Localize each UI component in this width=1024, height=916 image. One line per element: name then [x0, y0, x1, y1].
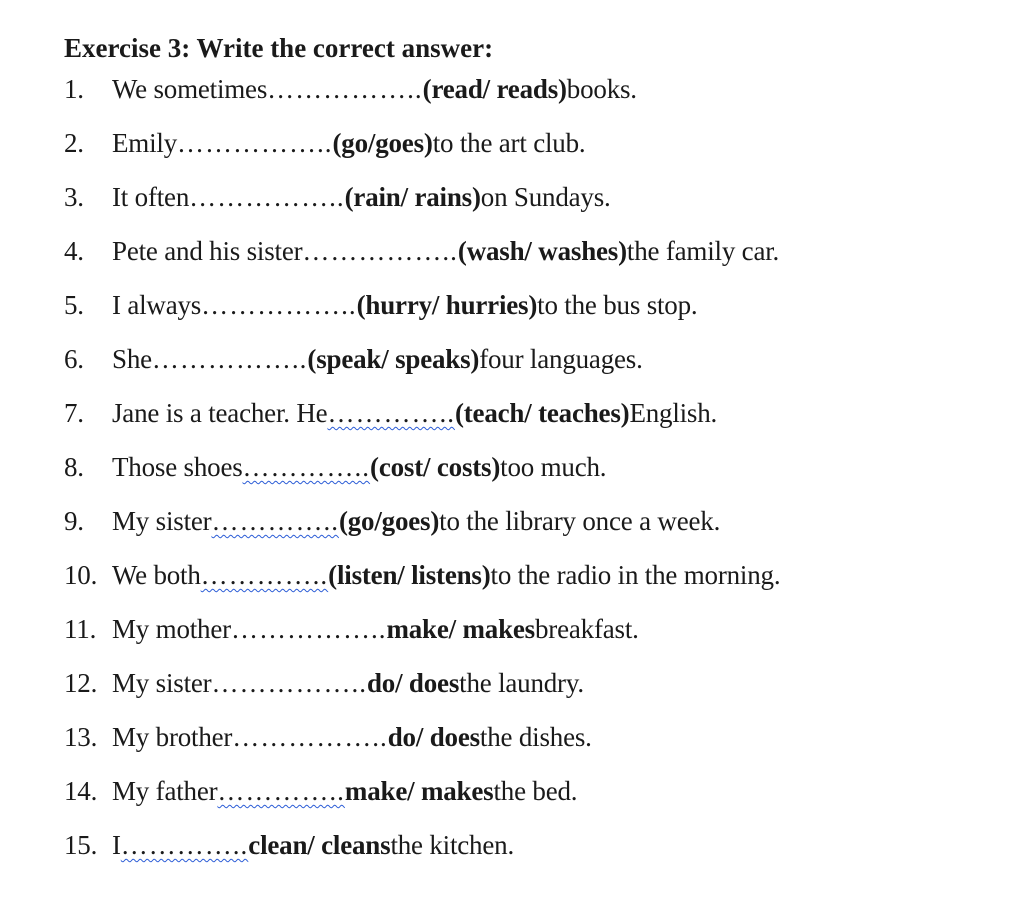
item-text-after: to the bus stop.: [537, 290, 698, 320]
verb-choice: clean/ cleans: [248, 830, 391, 860]
item-text-after: the family car.: [626, 236, 780, 266]
exercise-item: [64, 128, 1004, 182]
item-text-before: Jane is a teacher. He: [112, 398, 328, 428]
exercise-item: [64, 74, 1004, 128]
answer-blank: …………..: [242, 452, 371, 482]
item-number: 15.: [64, 830, 98, 860]
item-number: 14.: [64, 776, 98, 806]
item-number: 12.: [64, 668, 98, 698]
exercise-item: [64, 182, 1004, 236]
item-number: 9.: [64, 506, 84, 536]
exercise-item: [64, 830, 1004, 884]
answer-blank: ……………..: [201, 290, 357, 320]
item-text-after: books.: [566, 74, 637, 104]
answer-blank: ……………..: [302, 236, 458, 266]
exercise-item: [64, 560, 1004, 614]
worksheet-page: [64, 24, 1004, 884]
item-number: 11.: [64, 614, 97, 644]
verb-choice: (go/goes): [338, 506, 440, 536]
item-text-after: breakfast.: [534, 614, 639, 644]
item-text-before: My father: [112, 776, 218, 806]
item-text-after: four languages.: [479, 344, 643, 374]
verb-choice: (cost/ costs): [370, 452, 501, 482]
item-text-before: My mother: [112, 614, 231, 644]
verb-choice: (hurry/ hurries): [356, 290, 538, 320]
verb-choice: do/ does: [387, 722, 480, 752]
answer-blank: …………..: [200, 560, 329, 590]
item-text-after: to the art club.: [432, 128, 586, 158]
item-text-before: I: [112, 830, 121, 860]
verb-choice: make/ makes: [386, 614, 535, 644]
item-text-before: My sister: [112, 668, 212, 698]
item-text-after: to the radio in the morning.: [490, 560, 781, 590]
answer-blank: ……………..: [177, 128, 333, 158]
verb-choice: (teach/ teaches): [454, 398, 630, 428]
verb-choice: (listen/ listens): [328, 560, 491, 590]
exercise-list: [64, 74, 1004, 884]
verb-choice: (rain/ rains): [344, 182, 481, 212]
answer-blank: ……………..: [189, 182, 345, 212]
item-number: 2.: [64, 128, 84, 158]
answer-blank: ……………..: [230, 614, 387, 644]
exercise-item: [64, 776, 1004, 830]
verb-choice: (go/goes): [332, 128, 433, 158]
item-text-after: English.: [629, 398, 718, 428]
item-text-after: the laundry.: [459, 668, 584, 698]
exercise-item: [64, 344, 1004, 398]
item-text-after: the kitchen.: [390, 830, 514, 860]
exercise-item: [64, 506, 1004, 560]
answer-blank: …………..: [327, 398, 455, 428]
item-text-before: I always: [112, 290, 202, 320]
verb-choice: (speak/ speaks): [307, 344, 480, 374]
item-text-after: the dishes.: [479, 722, 592, 752]
item-number: 8.: [64, 452, 84, 482]
answer-blank: …………..: [120, 830, 249, 860]
answer-blank: …………..: [211, 506, 339, 536]
answer-blank: ……………..: [232, 722, 388, 752]
item-number: 10.: [64, 560, 98, 590]
item-text-before: It often: [112, 182, 190, 212]
item-number: 6.: [64, 344, 84, 374]
exercise-item: [64, 290, 1004, 344]
item-text-before: She: [112, 344, 152, 374]
exercise-item: [64, 722, 1004, 776]
item-text-before: My sister: [112, 506, 212, 536]
item-number: 3.: [64, 182, 84, 212]
item-number: 13.: [64, 722, 98, 752]
item-text-after: on Sundays.: [480, 182, 611, 212]
exercise-item: [64, 398, 1004, 452]
item-text-after: to the library once a week.: [439, 506, 721, 536]
exercise-title: Exercise 3: Write the correct answer:: [64, 33, 494, 63]
item-number: 1.: [64, 74, 84, 104]
verb-choice: do/ does: [366, 668, 460, 698]
answer-blank: …………..: [217, 776, 345, 806]
exercise-item: [64, 668, 1004, 722]
exercise-item: [64, 236, 1004, 290]
exercise-item: [64, 452, 1004, 506]
verb-choice: (read/ reads): [422, 74, 567, 104]
item-text-before: Those shoes: [112, 452, 243, 482]
verb-choice: (wash/ washes): [457, 236, 627, 266]
item-text-before: My brother: [112, 722, 233, 752]
item-text-after: too much.: [500, 452, 607, 482]
exercise-item: [64, 614, 1004, 668]
item-text-after: the bed.: [493, 776, 578, 806]
item-number: 7.: [64, 398, 84, 428]
item-number: 4.: [64, 236, 84, 266]
item-text-before: Emily: [112, 128, 177, 158]
item-text-before: We sometimes: [112, 74, 268, 104]
item-number: 5.: [64, 290, 84, 320]
item-text-before: We both: [112, 560, 201, 590]
answer-blank: ……………..: [151, 344, 308, 374]
answer-blank: ……………..: [267, 74, 423, 104]
answer-blank: ……………..: [211, 668, 367, 698]
verb-choice: make/ makes: [344, 776, 494, 806]
item-text-before: Pete and his sister: [112, 236, 303, 266]
